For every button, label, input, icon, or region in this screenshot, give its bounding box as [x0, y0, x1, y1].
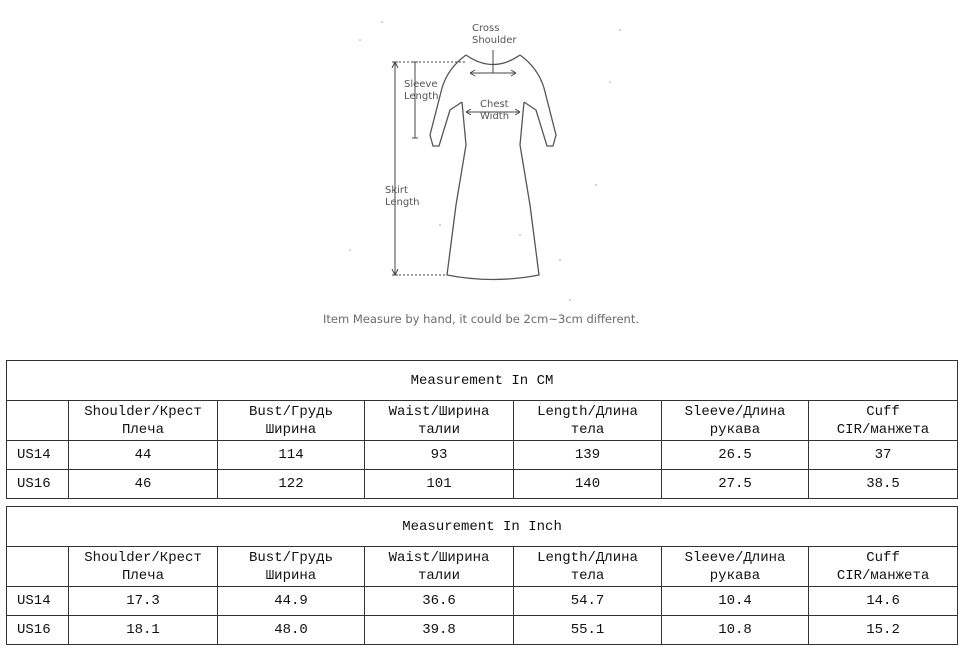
column-header-sleeve: Sleeve/Длина рукава — [662, 547, 809, 587]
size-table-inch — [6, 506, 958, 645]
length-value: 54.7 — [514, 587, 662, 616]
measurement-note: Item Measure by hand, it could be 2cm~3cm different. — [322, 312, 640, 326]
bust-value: 114 — [218, 441, 365, 470]
bust-value: 44.9 — [218, 587, 365, 616]
waist-value: 36.6 — [365, 587, 514, 616]
cuff-value: 38.5 — [809, 470, 958, 499]
sleeve-value: 26.5 — [662, 441, 809, 470]
column-header-sleeve: Sleeve/Длина рукава — [662, 401, 809, 441]
sleeve-value: 10.8 — [662, 616, 809, 645]
sleeve-length-label: Sleeve Length — [404, 79, 439, 102]
column-header-length: Length/Длина тела — [514, 401, 662, 441]
size-cell: US14 — [7, 441, 69, 470]
waist-value: 101 — [365, 470, 514, 499]
length-value: 139 — [514, 441, 662, 470]
shoulder-value: 46 — [69, 470, 218, 499]
length-value: 55.1 — [514, 616, 662, 645]
size-cell: US16 — [7, 616, 69, 645]
cuff-value: 37 — [809, 441, 958, 470]
column-header-length: Length/Длина тела — [514, 547, 662, 587]
sleeve-value: 27.5 — [662, 470, 809, 499]
sleeve-value: 10.4 — [662, 587, 809, 616]
dress-outline-illustration — [320, 10, 650, 340]
column-header-waist: Waist/Ширина талии — [365, 547, 514, 587]
cuff-value: 14.6 — [809, 587, 958, 616]
cuff-value: 15.2 — [809, 616, 958, 645]
shoulder-value: 44 — [69, 441, 218, 470]
length-value: 140 — [514, 470, 662, 499]
column-header-bust: Bust/Грудь Ширина — [218, 401, 365, 441]
dress-measurement-diagram — [320, 10, 650, 340]
table-row — [7, 470, 958, 499]
bust-value: 48.0 — [218, 616, 365, 645]
chest-width-label: Chest Width — [480, 99, 510, 122]
column-header-cuff: Cuff CIR/манжета — [809, 401, 958, 441]
skirt-length-label: Skirt Length — [385, 185, 420, 208]
table-title: Measurement In CM — [7, 361, 958, 401]
waist-value: 39.8 — [365, 616, 514, 645]
shoulder-value: 17.3 — [69, 587, 218, 616]
shoulder-value: 18.1 — [69, 616, 218, 645]
table-title: Measurement In Inch — [7, 507, 958, 547]
header-empty-cell — [7, 547, 69, 587]
table-row — [7, 441, 958, 470]
size-cell: US16 — [7, 470, 69, 499]
size-table-cm — [6, 360, 958, 499]
table-row — [7, 587, 958, 616]
column-header-shoulder: Shoulder/Крест Плеча — [69, 547, 218, 587]
column-header-cuff: Cuff CIR/манжета — [809, 547, 958, 587]
waist-value: 93 — [365, 441, 514, 470]
header-empty-cell — [7, 401, 69, 441]
column-header-bust: Bust/Грудь Ширина — [218, 547, 365, 587]
column-header-shoulder: Shoulder/Крест Плеча — [69, 401, 218, 441]
table-row — [7, 616, 958, 645]
size-cell: US14 — [7, 587, 69, 616]
cross-shoulder-label: Cross Shoulder — [472, 23, 517, 46]
column-header-waist: Waist/Ширина талии — [365, 401, 514, 441]
bust-value: 122 — [218, 470, 365, 499]
